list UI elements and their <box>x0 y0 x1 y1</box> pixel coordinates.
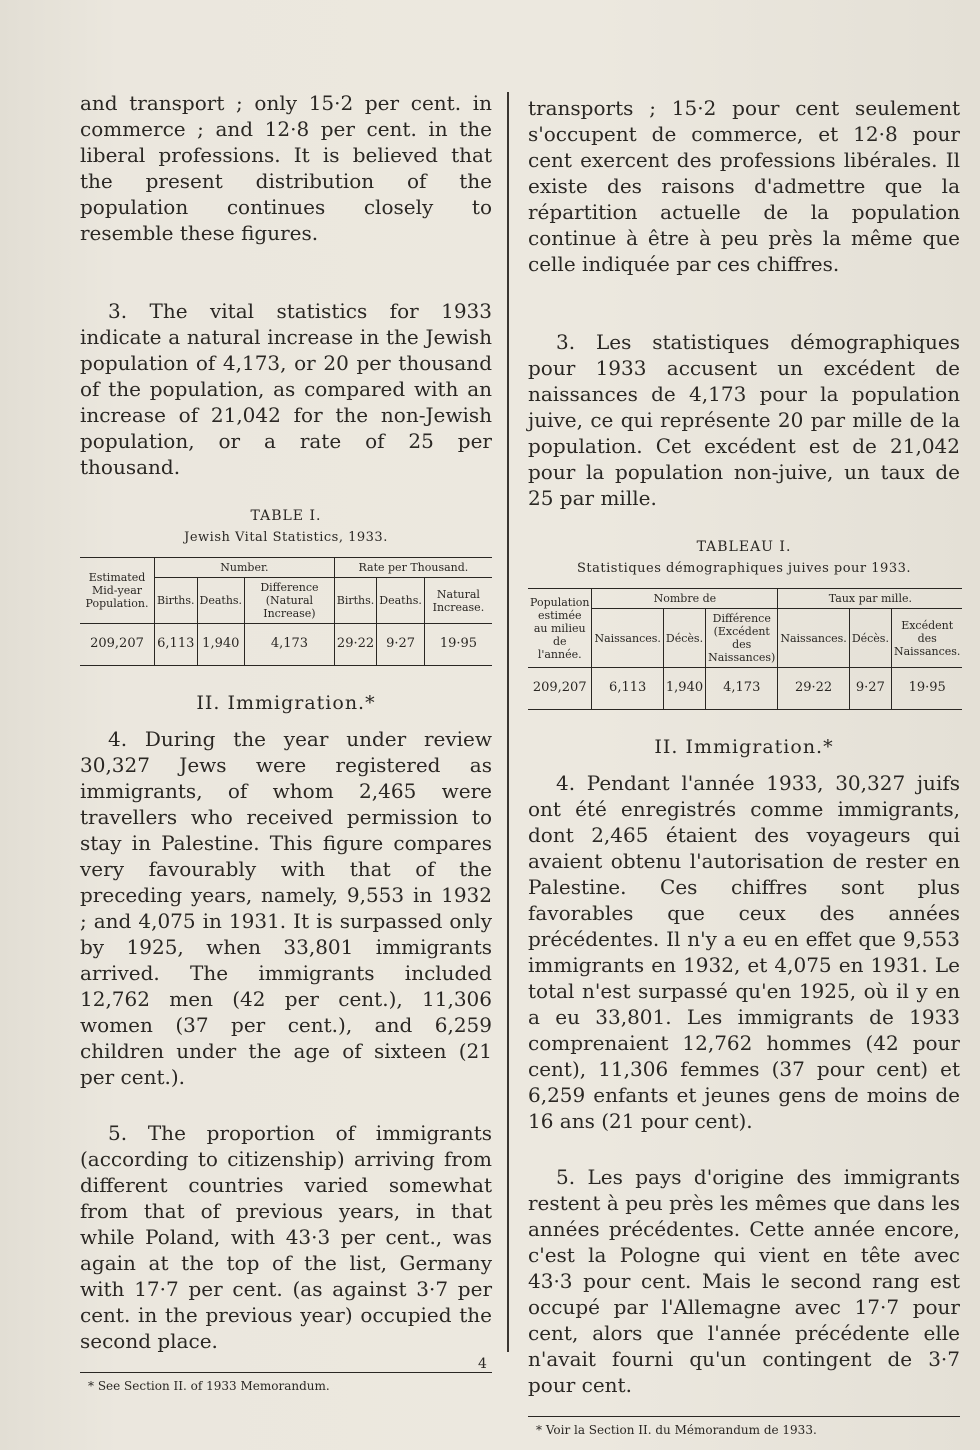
paragraph-5: 5. Les pays d'origine des immigrants restent à peu près les mêmes que dans les années précédentes. Cette année encore, c'est la Pologne qui vient en tête avec 43·3 pour cent. Mais le second rang est occupé par l'Allemagne avec 17·7 pour cent, alors que l'année précédente elle n'avait fourni qu'un contingent de 3·7 pour cent. <box>528 1165 960 1397</box>
table-cell: 9·27 <box>377 624 425 666</box>
header-rate-deaths: Deaths. <box>377 578 425 624</box>
header-births: Naissances. <box>592 609 663 668</box>
header-number-group: Nombre de <box>592 589 778 609</box>
header-rate-births: Births. <box>334 578 377 624</box>
table-cell: 29·22 <box>778 668 849 710</box>
table-cell: 4,173 <box>706 668 778 710</box>
header-difference: Différence (Excédent des Naissances) <box>706 609 778 668</box>
table-row <box>528 668 962 710</box>
table-caption: TABLEAU I. <box>696 539 792 555</box>
header-estimated-population: Estimated Mid-year Population. <box>80 558 155 624</box>
section-heading: II. Immigration.* <box>654 736 834 758</box>
header-difference: Difference (Natural Increase) <box>245 578 335 624</box>
table-caption: TABLE I. <box>250 508 322 524</box>
paragraph-4: 4. During the year under review 30,327 Jews were registered as immigrants, of whom 2,465 were travellers who received permission to stay in Palestine. This figure compares very favourably with that of the preceding years, namely, 9,553 in 1932 ; and 4,075 in 1931. It is surpassed only by 1925, when 33,801 immigrants arrived. The immigrants included 12,762 men (42 per cent.), 11,306 women (37 per cent.), and 6,259 children under the age of sixteen (21 per cent.). <box>80 727 492 1089</box>
table-cell: 6,113 <box>155 624 198 666</box>
header-births: Births. <box>155 578 198 624</box>
table-cell: 19·95 <box>439 636 478 651</box>
header-deaths: Deaths. <box>197 578 245 624</box>
table-cell: 209,207 <box>80 624 155 666</box>
vital-statistics-table <box>528 588 962 710</box>
header-rate-group: Rate per Thousand. <box>334 558 492 578</box>
table-cell: 1,940 <box>197 624 245 666</box>
footnote-rule <box>528 1416 960 1417</box>
paragraph-5: 5. The proportion of immigrants (according to citizenship) arriving from different countries varied somewhat from that of previous years, in that while Poland, with 43·3 per cent., was again at the top of the list, Germany with 17·7 per cent. (as against 3·7 per cent. in the previous year) occupied the second place. <box>80 1121 492 1353</box>
english-column <box>80 90 492 1393</box>
table-cell: 4,173 <box>245 624 335 666</box>
header-rate-group: Taux par mille. <box>778 589 963 609</box>
french-column <box>528 95 960 1437</box>
footnote-rule <box>80 1372 492 1373</box>
paragraph-3: 3. The vital statistics for 1933 indicate a natural increase in the Jewish population of 4,173, or 20 per thousand of the population, as compared with an increase of 21,042 for the non-Jewish population, or a rate of 25 per thousand. <box>80 299 492 479</box>
header-natural-increase: Excédent des Naissances. <box>891 609 962 668</box>
vital-statistics-table <box>80 557 492 666</box>
column-divider <box>507 92 509 1352</box>
header-deaths: Décès. <box>663 609 705 668</box>
paragraph-3: 3. Les statistiques démographiques pour 1933 accusent un excédent de naissances de 4,173 pour la population juive, ce qui représente 20 par mille de la population. Cet excédent est de 21,042 pour la population non-juive, un taux de 25 par mille. <box>528 330 960 510</box>
table-subtitle: Jewish Vital Statistics, 1933. <box>184 530 388 545</box>
header-number-group: Number. <box>155 558 335 578</box>
table-cell: 19·95 <box>908 680 946 695</box>
intro-paragraph: transports ; 15·2 pour cent seulement s'occupent de commerce, et 12·8 pour cent exercent des professions libérales. Il existe des raisons d'admettre que la répartition actuelle de la population continue à être à peu près la même que celle indiquée par ces chiffres. <box>528 96 960 276</box>
header-natural-increase: Natural Increase. <box>424 578 492 624</box>
page-number: 4 <box>478 1356 487 1372</box>
table-cell: 6,113 <box>592 668 663 710</box>
intro-paragraph: and transport ; only 15·2 per cent. in commerce ; and 12·8 per cent. in the liberal professions. It is believed that the present distribution of the population continues closely to resemble these figures. <box>80 91 492 245</box>
section-heading: II. Immigration.* <box>196 692 376 714</box>
table-cell: 209,207 <box>528 668 592 710</box>
footnote: * See Section II. of 1933 Memorandum. <box>88 1379 330 1393</box>
table-row <box>80 624 492 666</box>
table-cell: 29·22 <box>334 624 377 666</box>
header-rate-deaths: Décès. <box>849 609 891 668</box>
table-subtitle: Statistiques démographiques juives pour 1933. <box>577 561 911 576</box>
paragraph-4: 4. Pendant l'année 1933, 30,327 juifs ont été enregistrés comme immigrants, dont 2,465 étaient des voyageurs qui avaient obtenu l'autorisation de rester en Palestine. Ces chiffres sont plus favorables que ceux des années précédentes. Il n'y a eu en effet que 9,553 immigrants en 1932, et 4,075 en 1931. Le total n'est surpassé qu'en 1925, où il y en a eu 33,801. Les immigrants de 1933 comprenaient 12,762 hommes (42 pour cent), 11,306 femmes (37 pour cent) et 6,259 enfants et jeunes gens de moins de 16 ans (21 pour cent). <box>528 771 960 1133</box>
table-cell: 1,940 <box>663 668 705 710</box>
footnote: * Voir la Section II. du Mémorandum de 1933. <box>536 1423 817 1437</box>
header-rate-births: Naissances. <box>778 609 849 668</box>
header-estimated-population: Population estimée au milieu de l'année. <box>528 589 592 668</box>
table-cell: 9·27 <box>849 668 891 710</box>
